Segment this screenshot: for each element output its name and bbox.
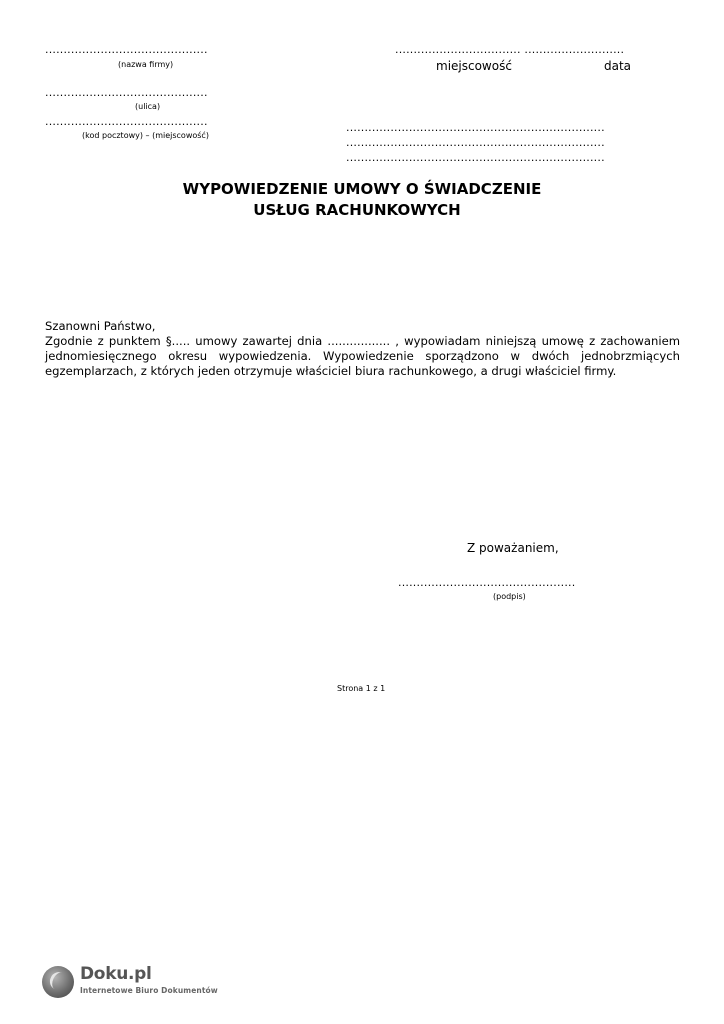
letter-body xyxy=(45,319,680,379)
postal-city-line: ............................................ xyxy=(45,115,208,128)
logo-tagline: Internetowe Biuro Dokumentów xyxy=(80,986,218,995)
street-label: (ulica) xyxy=(135,102,161,111)
place-label: miejscowość xyxy=(436,59,512,73)
recipient-line-1: ...................................................................... xyxy=(346,121,605,134)
company-name-line: ............................................ xyxy=(45,43,208,56)
doku-logo-icon xyxy=(42,966,74,998)
date-label: data xyxy=(604,59,632,73)
postal-city-label: (kod pocztowy) – (miejscowość) xyxy=(82,131,209,140)
company-name-label: (nazwa firmy) xyxy=(118,60,174,69)
regards: Z poważaniem, xyxy=(467,541,559,555)
recipient-line-2: ...................................................................... xyxy=(346,136,605,149)
document-title-line-1: WYPOWIEDZENIE UMOWY O ŚWIADCZENIE xyxy=(182,180,542,198)
doku-logo xyxy=(42,964,242,1004)
street-line: ............................................ xyxy=(45,86,208,99)
salutation: Szanowni Państwo, xyxy=(45,319,156,333)
place-date-line: .................................. ........................... xyxy=(395,43,625,56)
document-title-line-2: USŁUG RACHUNKOWYCH xyxy=(253,201,461,219)
body-paragraph: Zgodnie z punktem §..... umowy zawartej dnia ................. , wypowiadam niniejszą umowę z zachowaniem jednomiesięcznego okresu wypowiedzenia. Wypowiedzenie sporządzono w dwóch jednobrzmiących egzemplarzach, z których jeden otrzymuje właściciel biura rachunkowego, a drugi właściciel firmy. xyxy=(45,334,680,378)
recipient-line-3: ...................................................................... xyxy=(346,151,605,164)
logo-name: Doku.pl xyxy=(80,964,152,984)
signature-label: (podpis) xyxy=(493,592,526,601)
page-number: Strona 1 z 1 xyxy=(337,684,386,693)
signature-line: ................................................ xyxy=(398,576,576,589)
